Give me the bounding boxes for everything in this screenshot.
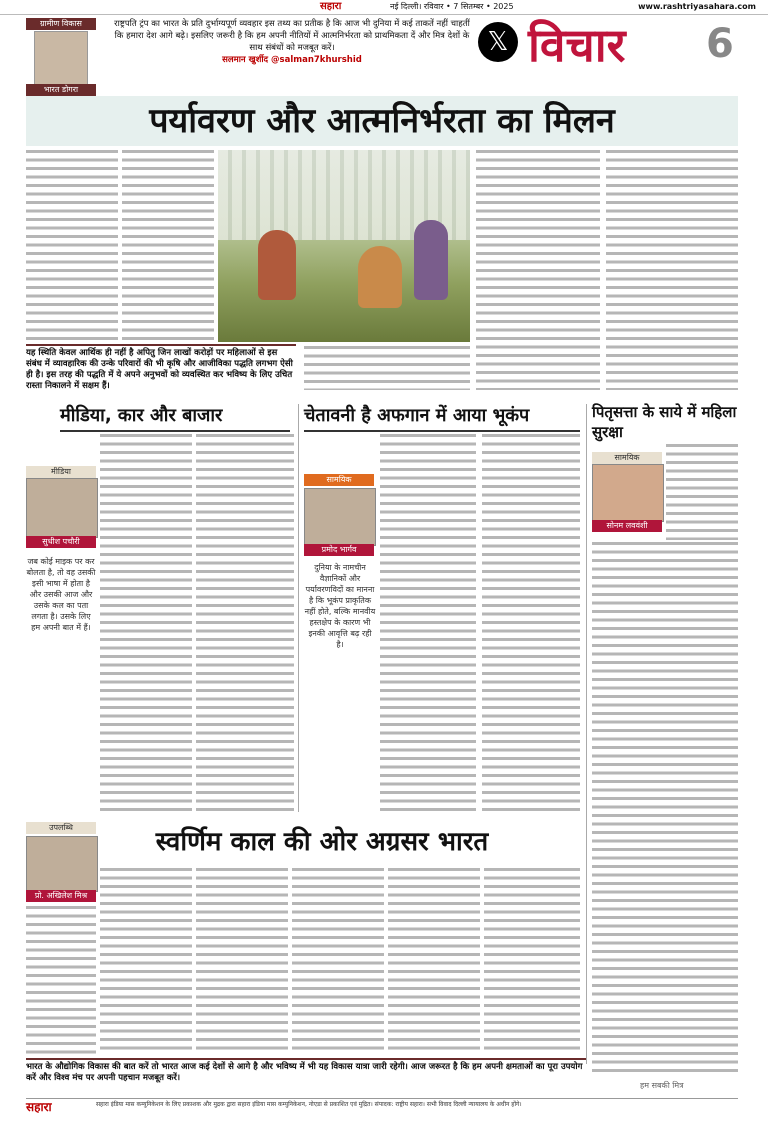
media-tag: मीडिया	[26, 466, 96, 478]
farmer-figure-3	[414, 220, 448, 300]
masthead-logo: सहारा	[320, 1, 342, 12]
section3-column-3	[292, 868, 384, 1054]
tagline: हम सबकी मित्र	[640, 1081, 684, 1090]
section3-column-1	[100, 868, 192, 1054]
section3-author: प्रो. अखिलेश मिश्र	[26, 890, 96, 902]
quake-author: प्रमोद भार्गव	[304, 544, 374, 556]
column-divider	[298, 404, 299, 812]
footer-logo: सहारा	[26, 1100, 52, 1114]
website-link[interactable]: www.rashtriyasahara.com	[638, 2, 756, 11]
quote-text: राष्ट्रपति ट्रंप का भारत के प्रति दुर्भाग्यपूर्ण व्यवहार इस तथ्य का प्रतीक है कि आज भी दुनिया में कई ताकतें नहीं चाहतीं कि हमारा देश आगे बढ़े। इसलिए जरूरी है कि हम अपनी नीतियों में आत्मनिर्भरता को प्राथमिकता दें और मित्र देशों के साथ संबंधों को मजबूत करें।	[114, 19, 470, 53]
author-box	[26, 18, 96, 96]
article-column-4	[606, 150, 738, 390]
quake-column-1	[380, 434, 476, 812]
media-title: मीडिया, कार और बाजार	[60, 402, 290, 432]
section3-author-photo	[26, 836, 98, 892]
masthead	[0, 0, 768, 96]
quake-pullquote: दुनिया के नामचीन वैज्ञानिकों और पर्यावरणविदों का मानना है कि भूकंप प्राकृतिक नहीं होते, बल्कि मानवीय हस्तक्षेप के कारण भी इनकी आवृत्ति बढ़ रही है।	[304, 563, 376, 649]
main-headline: पर्यावरण और आत्मनिर्भरता का मिलन	[26, 96, 738, 146]
bottom-summary: भारत के औद्योगिक विकास की बात करें तो भारत आज कई देशों से आगे है और भविष्य में भी यह विकास यात्रा जारी रहेगी। आज जरूरत है कि हम अपनी क्षमताओं का पूरा उपयोग करें और विश्व मंच पर अपनी पहचान मजबूत करें।	[26, 1058, 586, 1100]
top-quote	[112, 18, 472, 66]
article-column-5	[304, 346, 470, 390]
section-title: विचार	[528, 18, 626, 72]
section3-column-0	[26, 906, 96, 1054]
quake-title: चेतावनी है अफगान में आया भूकंप	[304, 402, 580, 432]
page-number: 6	[706, 21, 734, 67]
issue-date: नई दिल्ली। रविवार • 7 सितम्बर • 2025	[390, 2, 514, 11]
twitter-handle[interactable]: सलमान खुर्शीद @salman7khurshid	[222, 55, 362, 65]
x-logo-icon: 𝕏	[478, 22, 518, 62]
media-column-1	[100, 434, 192, 812]
farmer-figure-1	[258, 230, 296, 300]
women-column-0	[666, 444, 738, 540]
column-divider	[586, 404, 587, 1064]
women-title: पितृसत्ता के साये में महिला सुरक्षा	[592, 403, 737, 441]
footer	[26, 1098, 738, 1125]
lead-summary: यह स्थिति केवल आर्थिक ही नहीं है अपितु जिन लाखों करोड़ों पर महिलाओं से इस संबंध में व्यावहारिक की उन्के परिवारों की भी कृषि और आजीविका पद्धति लगभग ऐसी ही है। इस तरह की पद्धति में ये अपने अनुभवों को व्यवस्थित कर भविष्य के लिए उचित रास्ता निकालने में सक्षम हैं।	[26, 344, 296, 392]
section3-title: स्वर्णिम काल की ओर अग्रसर भारत	[155, 827, 489, 857]
media-author: सुधीश पचौरी	[26, 536, 96, 548]
section3-column-5	[484, 868, 580, 1054]
women-tag: सामयिक	[592, 452, 662, 464]
article-column-1	[26, 150, 118, 340]
media-pullquote: जब कोई माइक पर कर बोलता है, तो वह उसकी इसी भाषा में होता है और उसकी आज और उसके कल का पता लगता है। उसके लिए हम अपनी बात में हैं।	[26, 557, 96, 632]
section3-column-4	[388, 868, 480, 1054]
women-author: सोनम लववंशी	[592, 520, 662, 532]
column-tag: ग्रामीण विकास	[26, 18, 96, 30]
author-name: भारत डोगरा	[26, 84, 96, 96]
media-author-photo	[26, 478, 98, 538]
section3-tag: उपलब्धि	[26, 822, 96, 834]
quake-author-photo	[304, 488, 376, 546]
author-photo	[34, 31, 88, 87]
section3-column-2	[196, 868, 288, 1054]
women-column-1	[592, 542, 738, 1072]
lead-photo	[218, 150, 470, 342]
quake-tag: सामयिक	[304, 474, 374, 486]
farmer-figure-2	[358, 246, 402, 308]
article-column-3	[476, 150, 600, 390]
media-column-2	[196, 434, 294, 812]
women-author-photo	[592, 464, 664, 522]
quake-column-2	[482, 434, 580, 812]
footer-imprint: सहारा इंडिया मास कम्युनिकेशन के लिए प्रकाशक और मुद्रक द्वारा सहारा इंडिया मास कम्युनिकेशन, नोएडा से प्रकाशित एवं मुद्रित। संपादक: राष्ट्रीय सहारा। सभी विवाद दिल्ली न्यायालय के अधीन होंगे।	[96, 1101, 522, 1108]
article-column-2	[122, 150, 214, 340]
